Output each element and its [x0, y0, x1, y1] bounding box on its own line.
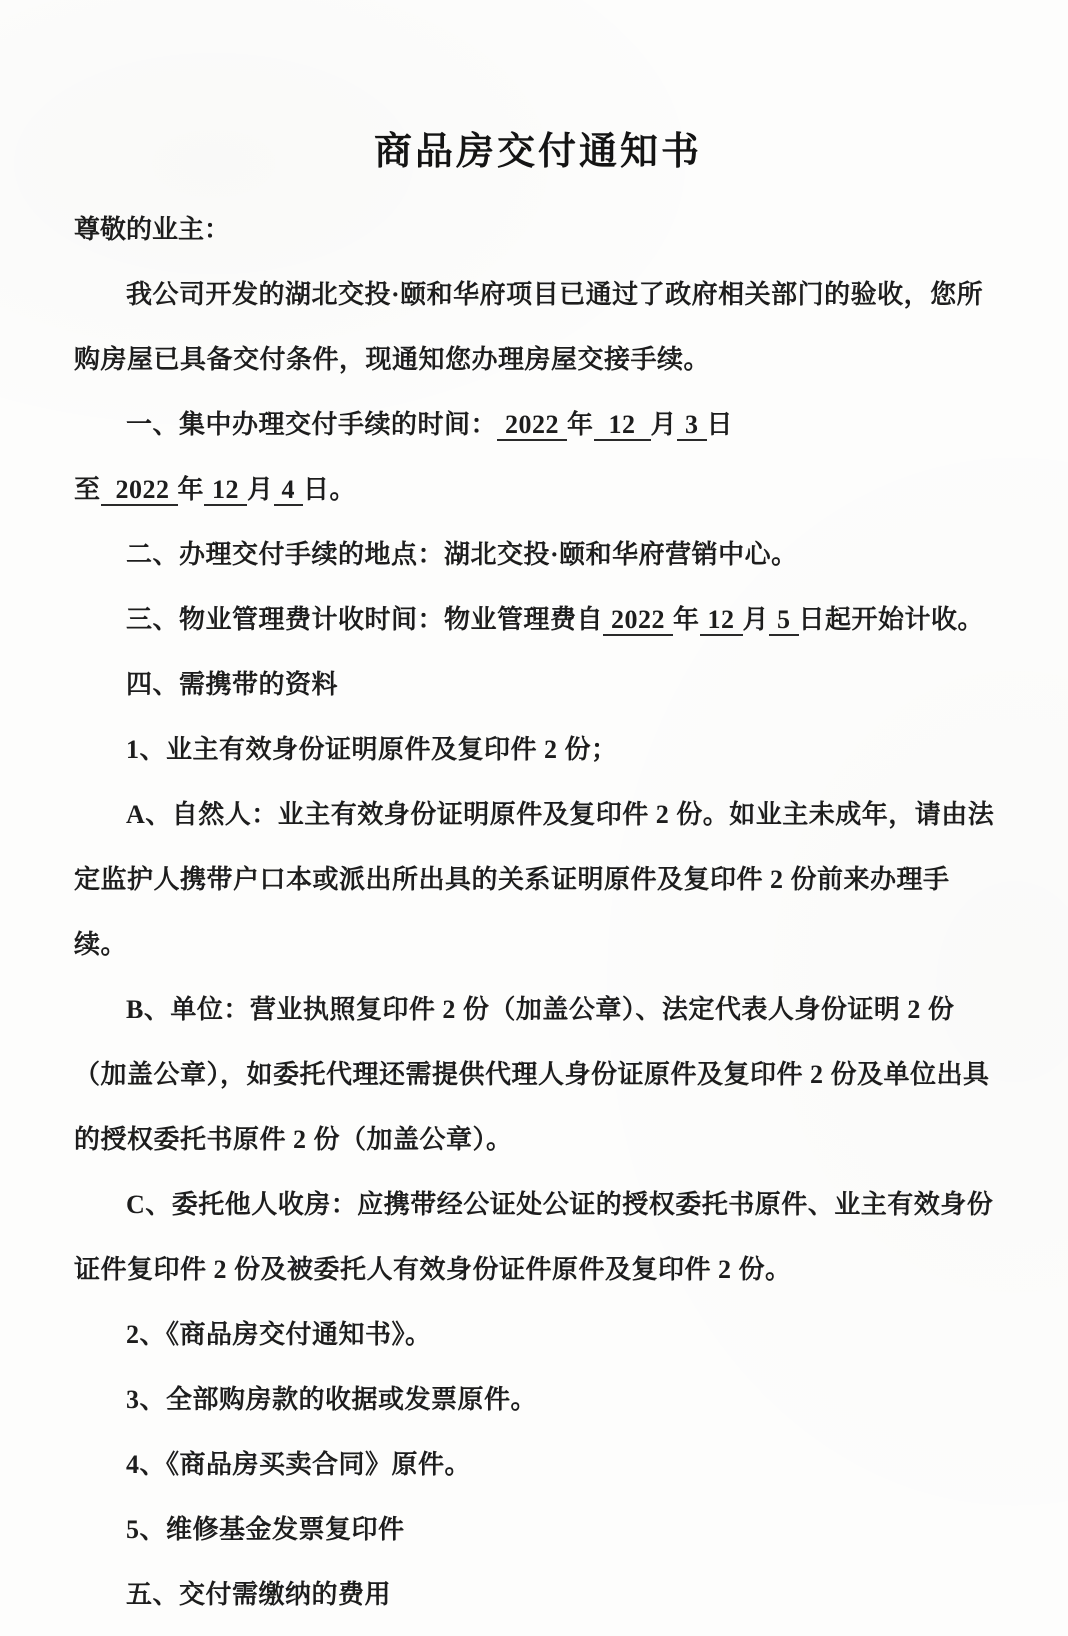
filled-blank: 2022	[101, 475, 177, 504]
text-segment: 日至	[74, 410, 734, 504]
text-segment: 一、集中办理交付手续的时间：	[126, 410, 498, 439]
material-4-purchase-contract	[74, 1432, 1002, 1497]
text-segment: 四、需携带的资料	[126, 670, 339, 699]
text-segment: 月	[742, 605, 770, 634]
text-segment: 我公司开发的湖北交投·颐和华府项目已通过了政府相关部门的验收，您所购房屋已具备交付条件，现通知您办理房屋交接手续。	[74, 280, 984, 374]
text-segment: 日。	[303, 475, 357, 504]
material-1-id-documents	[74, 717, 1002, 782]
text-segment: 2、《商品房交付通知书》。	[126, 1320, 432, 1349]
text-segment: 二、办理交付手续的地点：湖北交投·颐和华府营销中心。	[126, 540, 798, 569]
text-segment: 4、《商品房买卖合同》原件。	[126, 1450, 472, 1479]
material-1b-company	[74, 977, 1002, 1172]
filled-blank: 5	[770, 605, 798, 634]
material-3-payment-receipts	[74, 1367, 1002, 1432]
filled-blank: 12	[700, 605, 742, 634]
filled-blank: 2022	[604, 605, 673, 634]
document-title: 商品房交付通知书	[373, 131, 702, 173]
text-segment: 月	[650, 410, 678, 439]
item-1-delivery-time	[74, 392, 1002, 522]
text-segment: C、委托他人收房：应携带经公证处公证的授权委托书原件、业主有效身份证件复印件 2 份及被委托人有效身份证件原件及复印件 2 份。	[74, 1190, 994, 1284]
text-segment: 月	[247, 475, 274, 504]
material-5-maintenance-fund-invoice	[74, 1497, 1002, 1562]
filled-blank: 3	[678, 410, 706, 439]
material-2-delivery-notice	[74, 1302, 1002, 1367]
material-1c-entrusted-person	[74, 1172, 1002, 1302]
text-segment: 5、维修基金发票复印件	[126, 1515, 405, 1544]
text-segment: 3、全部购房款的收据或发票原件。	[126, 1385, 538, 1414]
text-segment: 年	[673, 605, 700, 634]
item-3-property-fee-time	[74, 587, 1002, 652]
text-segment: A、自然人：业主有效身份证明原件及复印件 2 份。如业主未成年，请由法定监护人携带户口本或派出所出具的关系证明原件及复印件 2 份前来办理手续。	[74, 800, 995, 959]
text-segment: 三、物业管理费计收时间：物业管理费自	[126, 605, 604, 634]
text-segment: 年	[177, 475, 205, 504]
filled-blank: 4	[274, 475, 303, 504]
text-segment: 年	[567, 410, 594, 439]
item-5-fees-heading	[74, 1562, 1002, 1627]
text-segment: B、单位：营业执照复印件 2 份（加盖公章）、法定代表人身份证明 2 份（加盖公章），如委托代理还需提供代理人身份证原件及复印件 2 份及单位出具的授权委托书原件 2 份（加盖公章）。	[74, 995, 990, 1154]
text-segment: 日起开始计收。	[798, 605, 985, 634]
material-1a-natural-person	[74, 782, 1002, 977]
intro-paragraph	[74, 262, 1002, 392]
filled-blank: 12	[205, 475, 247, 504]
item-2-delivery-location	[74, 522, 1002, 587]
text-segment: 五、交付需缴纳的费用	[126, 1580, 392, 1609]
text-segment: 1、业主有效身份证明原件及复印件 2 份；	[126, 735, 618, 764]
document-body	[74, 262, 1002, 1627]
item-4-materials-heading	[74, 652, 1002, 717]
filled-blank: 2022	[498, 410, 567, 439]
salutation: 尊敬的业主：	[74, 215, 231, 244]
filled-blank: 12	[594, 410, 650, 439]
